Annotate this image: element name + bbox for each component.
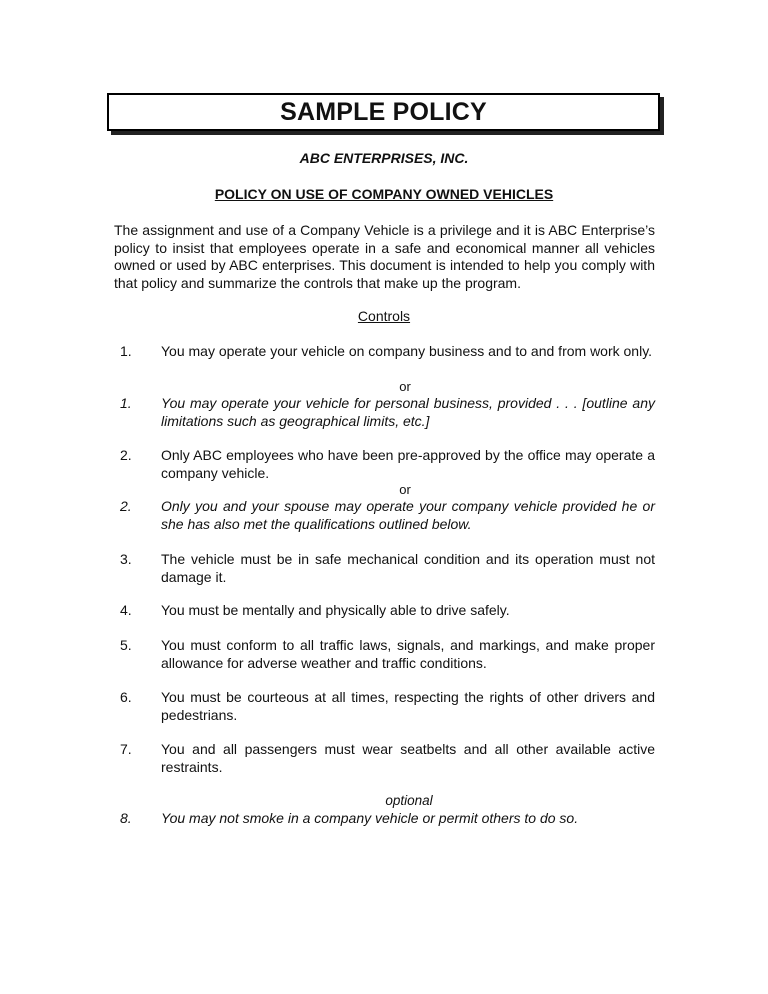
item-text: You may operate your vehicle on company business and to and from work only.	[161, 343, 653, 359]
intro-paragraph: The assignment and use of a Company Vehicle is a privilege and it is ABC Enterprise’s policy to insist that employees operate in a safe and economical manner all vehicles owned or used by ABC enterprises. This document is intended to help you comply with that policy and summarize the controls that make up the program.	[114, 222, 655, 291]
page-title: SAMPLE POLICY	[280, 97, 487, 126]
item-number: 2.	[120, 498, 132, 514]
item-number: 1.	[120, 343, 132, 359]
item-text: The vehicle must be in safe mechanical condition and its operation must not damage it.	[161, 551, 655, 585]
item-text: You may not smoke in a company vehicle or permit others to do so.	[161, 810, 579, 826]
item-number: 4.	[120, 602, 132, 618]
item-text: You must conform to all traffic laws, signals, and markings, and make proper allowance for adverse weather and traffic conditions.	[161, 637, 655, 671]
item-text: You must be courteous at all times, respecting the rights of other drivers and pedestrians.	[161, 689, 655, 723]
item-text: You may operate your vehicle for personal business, provided . . . [outline any limitations such as geographical limits, etc.]	[161, 395, 655, 429]
item-text: Only you and your spouse may operate your company vehicle provided he or she has also met the qualifications outlined below.	[161, 498, 655, 532]
item-number: 3.	[120, 551, 132, 567]
item-number: 8.	[120, 810, 132, 826]
item-number: 5.	[120, 637, 132, 653]
item-number: 7.	[120, 741, 132, 757]
item-number: 1.	[120, 395, 132, 411]
company-name: ABC ENTERPRISES, INC.	[299, 150, 469, 166]
or-separator-2: or	[399, 482, 411, 497]
title-box	[107, 93, 660, 131]
policy-subtitle: POLICY ON USE OF COMPANY OWNED VEHICLES	[214, 186, 554, 202]
or-separator-1: or	[399, 379, 411, 394]
item-text: Only ABC employees who have been pre-approved by the office may operate a company vehicle.	[161, 447, 655, 481]
item-text: You and all passengers must wear seatbelts and all other available active restraints.	[161, 741, 655, 775]
controls-heading: Controls	[357, 308, 411, 324]
item-number: 6.	[120, 689, 132, 705]
item-text: You must be mentally and physically able to drive safely.	[161, 602, 510, 618]
optional-label: optional	[385, 793, 433, 808]
item-number: 2.	[120, 447, 132, 463]
